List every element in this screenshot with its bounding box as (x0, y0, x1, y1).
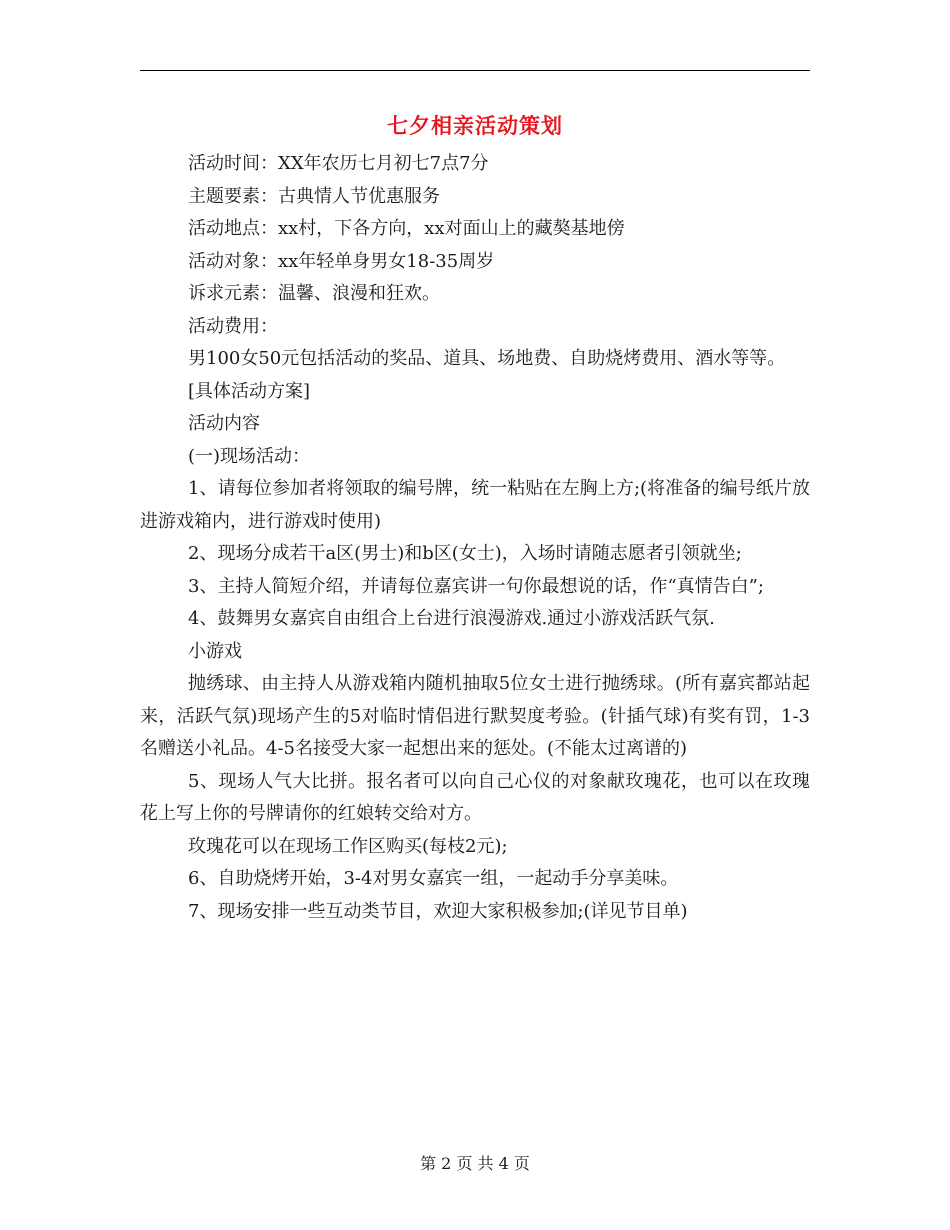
paragraph-item-5: 5、现场人气大比拼。报名者可以向自己心仪的对象献玫瑰花，也可以在玫瑰花上写上你的号牌请你的红娘转交给对方。 (140, 770, 810, 824)
paragraph-fee-detail: 男100女50元包括活动的奖品、道具、场地费、自助烧烤费用、酒水等等。 (188, 348, 786, 369)
paragraph-plan-heading: [具体活动方案] (188, 380, 311, 402)
paragraph-theme: 主题要素：古典情人节优惠服务 (188, 185, 440, 207)
paragraph-activity-time: 活动时间：XX年农历七月初七7点7分 (188, 153, 489, 174)
document-body (140, 148, 810, 928)
page-number: 第 2 页 共 4 页 (420, 1154, 530, 1173)
paragraph-games-detail: 抛绣球、由主持人从游戏箱内随机抽取5位女士进行抛绣球。(所有嘉宾都站起来，活跃气氛)现场产生的5对临时情侣进行默契度考验。(针插气球)有奖有罚，1-3名赠送小礼品。4-5名接受大家一起想出来的惩处。(不能太过离谱的) (140, 673, 810, 759)
header-rule (140, 70, 810, 71)
paragraph-audience: 活动对象：xx年轻单身男女18-35周岁 (188, 250, 495, 272)
paragraph-fee-heading: 活动费用： (188, 315, 278, 337)
paragraph-games-heading: 小游戏 (188, 640, 242, 662)
paragraph-onsite-heading: (一)现场活动： (188, 445, 311, 467)
paragraph-rose-purchase: 玫瑰花可以在现场工作区购买(每枝2元); (188, 835, 508, 857)
document-title: 七夕相亲活动策划 (387, 113, 563, 138)
paragraph-location: 活动地点：xx村，下各方向，xx对面山上的藏獒基地傍 (188, 218, 625, 239)
paragraph-item-6: 6、自助烧烤开始，3-4对男女嘉宾一组，一起动手分享美味。 (188, 868, 679, 889)
paragraph-item-2: 2、现场分成若干a区(男士)和b区(女士)，入场时请随志愿者引领就坐; (188, 543, 742, 564)
paragraph-item-4: 4、鼓舞男女嘉宾自由组合上台进行浪漫游戏.通过小游戏活跃气氛. (188, 608, 715, 629)
paragraph-item-3: 3、主持人简短介绍，并请每位嘉宾讲一句你最想说的话，作“真情告白”; (188, 575, 764, 597)
paragraph-content-heading: 活动内容 (188, 413, 260, 434)
paragraph-appeal: 诉求元素：温馨、浪漫和狂欢。 (188, 283, 440, 304)
paragraph-item-1: 1、请每位参加者将领取的编号牌，统一粘贴在左胸上方;(将准备的编号纸片放进游戏箱内，进行游戏时使用) (140, 478, 810, 532)
paragraph-item-7: 7、现场安排一些互动类节目，欢迎大家积极参加;(详见节目单) (188, 900, 688, 922)
